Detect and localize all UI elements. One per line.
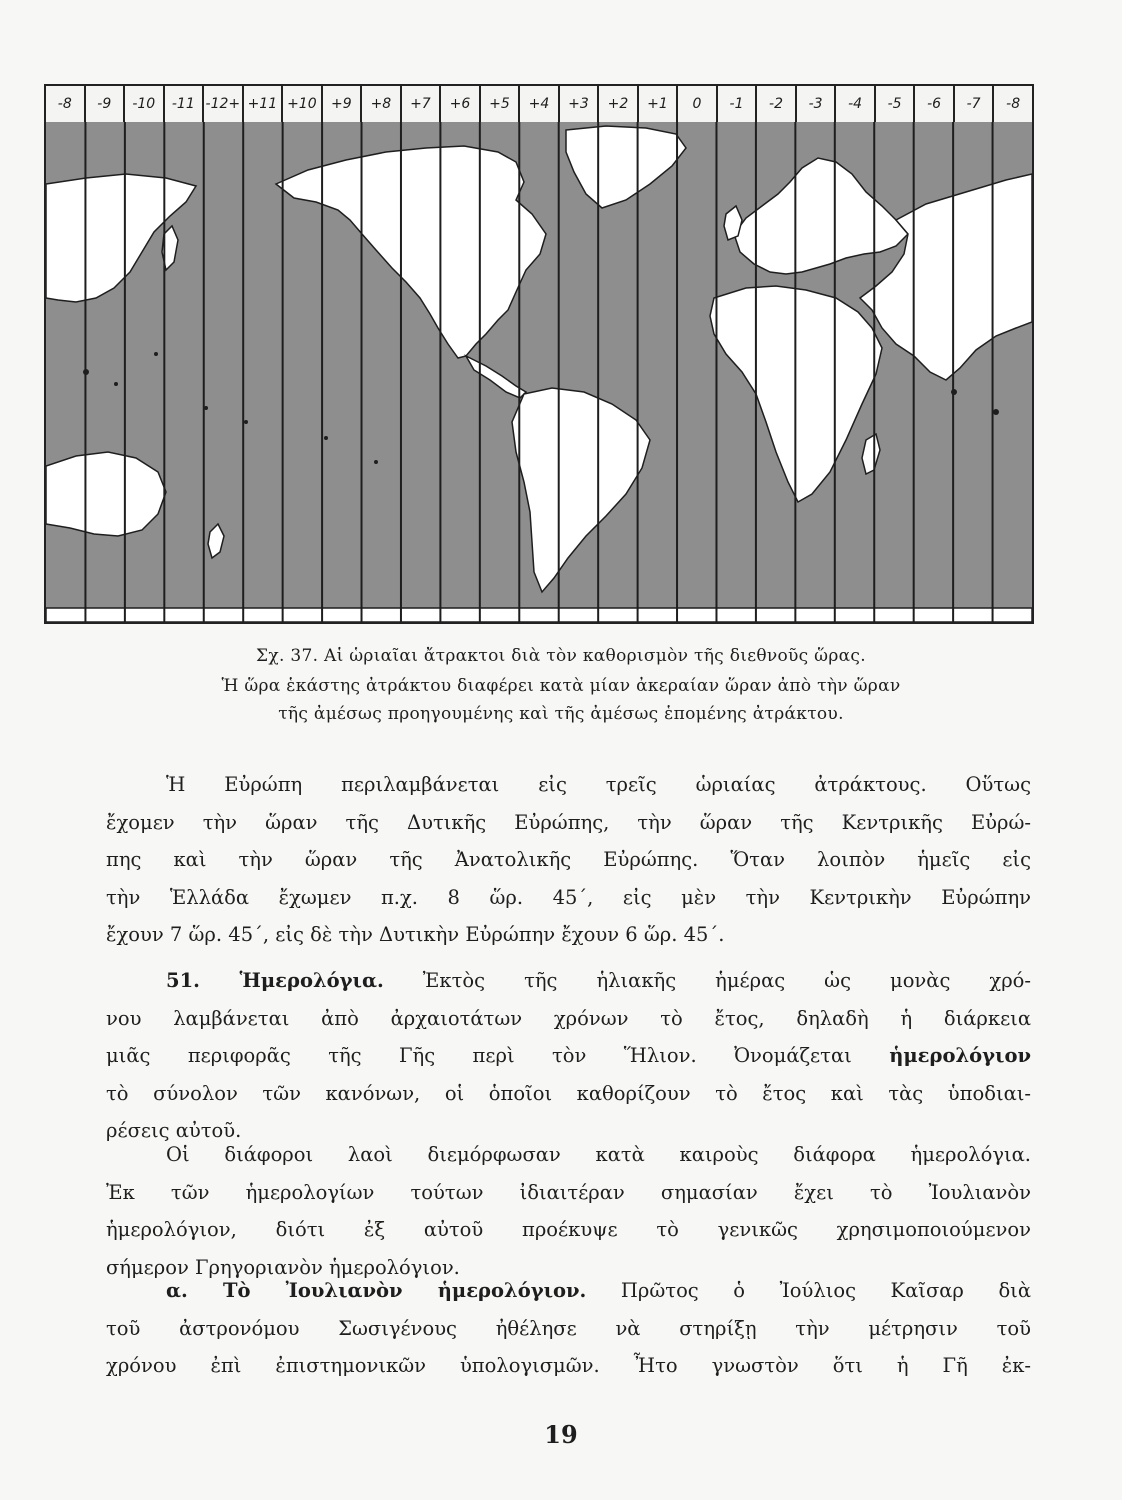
peoples-calendars-paragraph	[106, 1136, 1031, 1286]
text-line: ἔχουν 7 ὥρ. 45΄, εἰς δὲ τὴν Δυτικὴν Εὐρώπην ἔχουν 6 ὥρ. 45΄.	[106, 923, 725, 946]
zone-label: +5	[481, 86, 521, 122]
zone-label: -8	[46, 86, 86, 122]
island-dot	[83, 369, 89, 375]
text-line: νου λαμβάνεται ἀπὸ ἀρχαιοτάτων χρόνων τὸ ἔτος, δηλαδὴ ἡ διάρκεια	[106, 1006, 1031, 1030]
island-dot	[951, 389, 957, 395]
zone-label: -1	[718, 86, 758, 122]
text-line	[106, 1037, 1031, 1075]
text-line: Ἡ Εὐρώπη περιλαμβάνεται εἰς τρεῖς ὡριαίας ἀτράκτους. Οὕτως	[166, 773, 1031, 796]
text-line: τοῦ ἀστρονόμου Σωσιγένους ἠθέλησε νὰ στηρίξῃ τὴν μέτρησιν τοῦ	[106, 1316, 1031, 1340]
zone-label: +1	[639, 86, 679, 122]
zone-label: -9	[86, 86, 126, 122]
zone-label: -11	[165, 86, 205, 122]
zone-label: -6	[915, 86, 955, 122]
figure-caption-line-2: Ἡ ὥρα ἑκάστης ἀτράκτου διαφέρει κατὰ μίαν ἀκεραίαν ὥραν ἀπὸ τὴν ὥραν	[221, 676, 901, 696]
page-number: 19	[544, 1420, 578, 1449]
text-line	[106, 1272, 1031, 1310]
time-zone-header	[46, 86, 1032, 124]
text-line	[106, 962, 1031, 1000]
zone-label: +4	[520, 86, 560, 122]
zone-label: -7	[955, 86, 995, 122]
julian-calendar-section	[106, 1272, 1031, 1385]
zone-label: +10	[283, 86, 323, 122]
text-span: Πρῶτος ὁ Ἰούλιος Καῖσαρ διὰ	[620, 1279, 1031, 1302]
zone-label: +8	[362, 86, 402, 122]
text-line: πης καὶ τὴν ὥραν τῆς Ἀνατολικῆς Εὐρώπης. Ὅταν λοιπὸν ἡμεῖς εἰς	[106, 848, 1031, 871]
island-dot	[374, 460, 378, 464]
antarctica-landmass	[46, 608, 1032, 622]
figure-caption-line-3: τῆς ἀμέσως προηγουμένης καὶ τῆς ἀμέσως ἑπομένης ἀτράκτου.	[278, 704, 844, 724]
section-heading-julian: α. Τὸ Ἰουλιανὸν ἡμερολόγιον.	[166, 1279, 587, 1302]
section-heading-51: 51. Ἡμερολόγια.	[166, 969, 384, 992]
text-span: Ἐκτὸς τῆς ἡλιακῆς ἡμέρας ὡς μονὰς χρό-	[422, 969, 1032, 992]
zone-label: +9	[323, 86, 363, 122]
zone-label: 0	[678, 86, 718, 122]
zone-label: +3	[560, 86, 600, 122]
text-span: μιᾶς περιφορᾶς τῆς Γῆς περὶ τὸν Ἥλιον. Ὀνομάζεται	[106, 1044, 852, 1067]
europe-timezones-paragraph	[106, 766, 1031, 954]
zone-label: -10	[125, 86, 165, 122]
zone-label: +6	[441, 86, 481, 122]
island-dot	[114, 382, 118, 386]
text-line: τὴν Ἑλλάδα ἔχωμεν π.χ. 8 ὥρ. 45΄, εἰς μὲν τὴν Κεντρικὴν Εὐρώπην	[106, 885, 1031, 909]
zone-label: -8	[1006, 96, 1021, 112]
zone-label: -4	[836, 86, 876, 122]
zone-label: -5	[876, 86, 916, 122]
zone-label: +11	[244, 86, 284, 122]
text-line: σήμερον Γρηγοριανὸν ἡμερολόγιον.	[106, 1255, 460, 1279]
island-dot	[993, 409, 999, 415]
island-dot	[204, 406, 208, 410]
text-line: χρόνου ἐπὶ ἐπιστημονικῶν ὑπολογισμῶν. Ἦτο γνωστὸν ὅτι ἡ Γῆ ἐκ-	[106, 1354, 1031, 1377]
text-line: ἔχομεν τὴν ὥραν τῆς Δυτικῆς Εὐρώπης, τὴν ὥραν τῆς Κεντρικῆς Εὐρώ-	[106, 810, 1031, 834]
text-line: ρέσεις αὐτοῦ.	[106, 1119, 242, 1142]
text-line: τὸ σύνολον τῶν κανόνων, οἱ ὁποῖοι καθορίζουν τὸ ἔτος καὶ τὰς ὑποδιαι-	[106, 1081, 1031, 1105]
text-line: ἡμερολόγιον, διότι ἐξ αὐτοῦ προέκυψε τὸ γενικῶς χρησιμοποιούμενον	[106, 1218, 1031, 1241]
time-zone-map	[44, 84, 1034, 624]
zone-label: +7	[402, 86, 442, 122]
world-map	[46, 122, 1032, 622]
island-dot	[154, 352, 158, 356]
zone-label: -12+	[204, 86, 244, 122]
zone-label: -3	[797, 86, 837, 122]
calendars-section	[106, 962, 1031, 1150]
bold-term: ἡμερολόγιον	[889, 1044, 1031, 1067]
island-dot	[324, 436, 328, 440]
zone-label: +2	[599, 86, 639, 122]
island-dot	[244, 420, 248, 424]
zone-label: -2	[757, 86, 797, 122]
figure-caption-line-1: Σχ. 37. Αἱ ὡριαῖαι ἄτρακτοι διὰ τὸν καθορισμὸν τῆς διεθνοῦς ὥρας.	[256, 646, 866, 666]
text-line: Οἱ διάφοροι λαοὶ διεμόρφωσαν κατὰ καιροὺς διάφορα ἡμερολόγια.	[166, 1143, 1031, 1166]
text-line: Ἐκ τῶν ἡμερολογίων τούτων ἰδιαιτέραν σημασίαν ἔχει τὸ Ἰουλιανὸν	[106, 1180, 1031, 1204]
